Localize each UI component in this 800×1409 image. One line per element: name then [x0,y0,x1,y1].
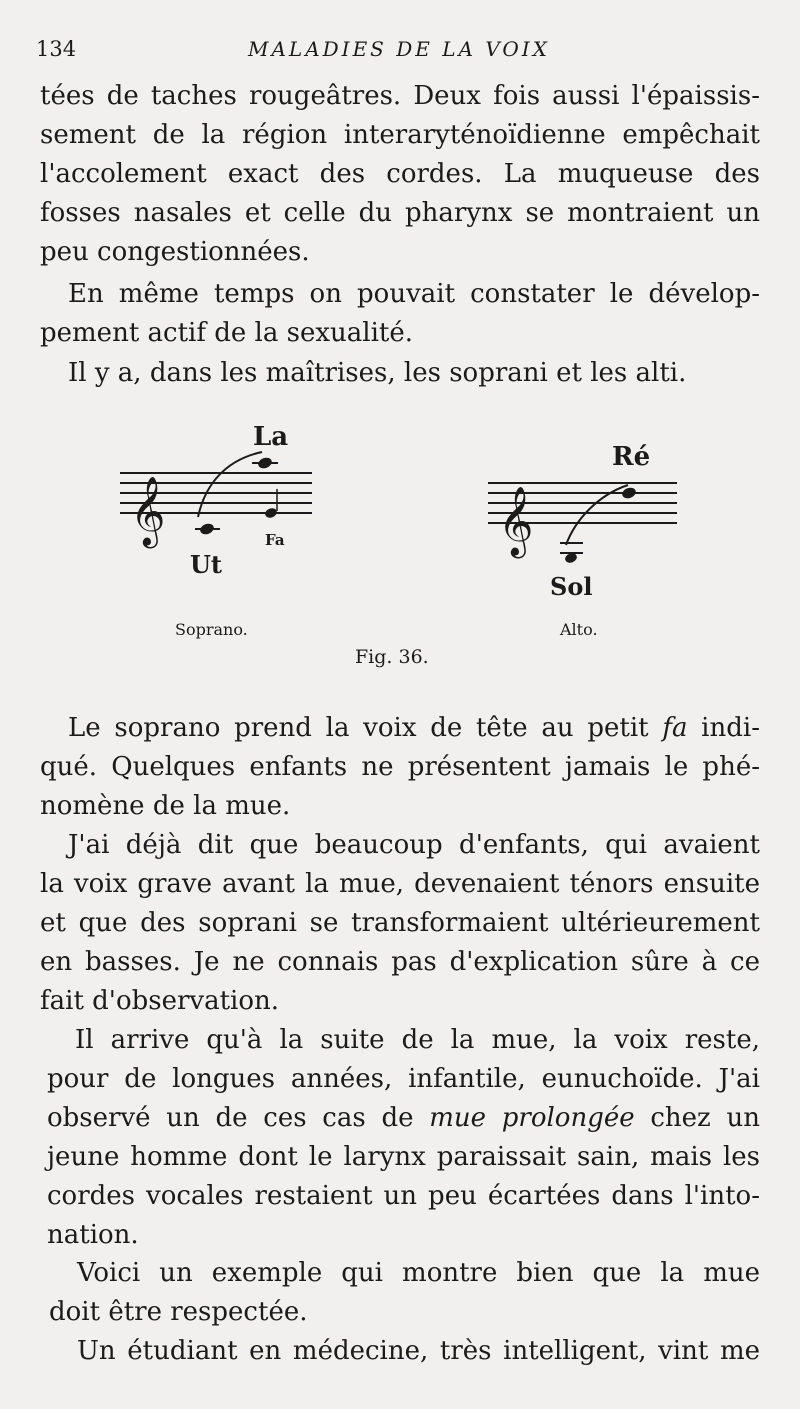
note-re [621,486,638,500]
note-label-re: Ré [612,442,651,472]
text-line: En même temps on pouvait constater le dévelop- [68,279,760,309]
text-line: Voici un exemple qui montre bien que la mue [77,1258,760,1288]
text-line: Le soprano prend la voix de tête au petit fa indi- [68,713,760,743]
figure-36 [0,405,800,695]
note-label-la: La [253,422,289,452]
soprano-caption: Soprano. [175,620,248,639]
note-ut [199,522,216,536]
running-title: MALADIES DE LA VOIX [248,37,550,61]
treble-clef-icon: 𝄞 [498,486,534,556]
soprano-range-slur [198,452,262,517]
text-line: doit être respectée. [49,1297,308,1327]
text-line: cordes vocales restaient un peu écartées dans l'into- [47,1181,760,1211]
italic-term: fa [662,713,688,743]
text-line: pement actif de la sexualité. [40,318,413,348]
treble-clef-icon: 𝄞 [130,476,166,546]
text-line: l'accolement exact des cordes. La muqueuse des [40,159,760,189]
text-line: et que des soprani se transformaient ultérieurement [40,908,760,938]
text-line: nomène de la mue. [40,791,291,821]
paragraph-3: Il y a, dans les maîtrises, les soprani et les alti. [68,358,687,388]
text-line: fait d'observation. [40,986,280,1016]
note-fa [264,507,278,520]
text-line: peu congestionnées. [40,237,310,267]
page-number: 134 [36,37,77,61]
note-la [257,456,274,470]
text-line: en basses. Je ne connais pas d'explication sûre à ce [40,947,760,977]
alto-caption: Alto. [560,620,598,639]
note-label-fa: Fa [265,531,285,549]
figure-label: Fig. 36. [355,646,429,668]
text-line: fosses nasales et celle du pharynx se montraient un [40,198,760,228]
paragraph-8: Un étudiant en médecine, très intelligent, vint me [77,1336,760,1366]
text-line: jeune homme dont le larynx paraissait sain, mais les [47,1142,760,1172]
text-line: pour de longues années, infantile, eunuchoïde. J'ai [47,1064,760,1094]
text-line: J'ai déjà dit que beaucoup d'enfants, qui avaient [68,830,760,860]
note-label-sol: Sol [550,572,593,601]
text-line: nation. [47,1220,139,1250]
text-line: la voix grave avant la mue, devenaient ténors ensuite [40,869,760,899]
text-line: sement de la région interaryténoïdienne empêchait [40,120,760,150]
italic-term: mue prolongée [429,1103,635,1133]
text-line: tées de taches rougeâtres. Deux fois aussi l'épaissis- [40,81,760,111]
text-line: qué. Quelques enfants ne présentent jamais le phé- [40,752,760,782]
running-header [0,37,800,67]
note-label-ut: Ut [190,550,223,579]
text-line: observé un de ces cas de mue prolongée chez un [47,1103,760,1133]
text-line: Il arrive qu'à la suite de la mue, la voix reste, [75,1025,760,1055]
